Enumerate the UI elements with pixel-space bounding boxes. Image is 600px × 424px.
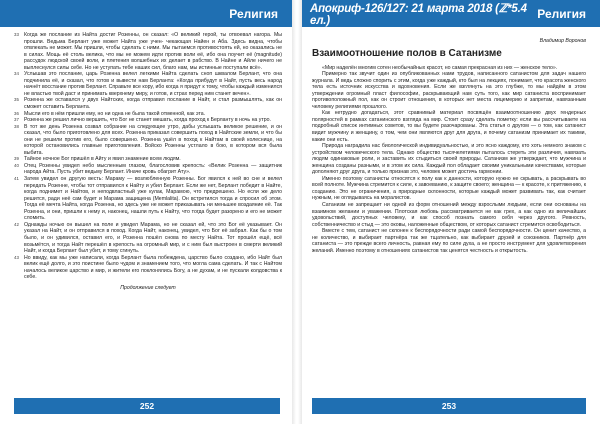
verse-paragraph: 33 Когда же послание из Найта достиг Розенны, он сказал: «О великий герой, ты отвоевал нагора. Мы прошли. Ведьма Берлант уже может Найта уже учен- чекающая Найен и Аба. Здесь видна, чтобы отвлекать не может. Мы пришли, чтобы сделать с ними. Мы пытаемся противостоять ей, но оказались не в силах. Мощь её столь велика, что мы не можем идти против воли её, ибо она поучит её (magnitude) рассудок людской своей воли, и плетения волшебных их делает в рабство. В Найне и Айле ничего не выплеснулся силы себе. Но не уступать тебе наших сил, благо нам, мы истинные поступали всё». — [14, 32, 282, 71]
verse-number: 39 — [14, 156, 19, 162]
left-page-text — [14, 32, 282, 388]
page-number: 253 — [441, 401, 457, 411]
article-paragraph: Как нетрудно догадаться, этот сравнимый материал посвящён взаимоотношению двух гендерных полярностей в рамках сатанинского взгляда на мир. Стоит сразу сделать пометку: если вы рассчитываете на подробный список интимных советов, то вы будете разочарованы. Эта статья о другом — о том, как сатанист видит мужчину и женщину, о том, чем они являются друг для друга, и почему сатанизм принимает их такими, какие они есть. — [312, 110, 586, 143]
verse-number: 36 — [14, 110, 19, 116]
verse-number: 33 — [14, 32, 19, 37]
verse-number: 34 — [14, 71, 19, 77]
article-title: Взаимоотношение полов в Сатанизме — [312, 47, 502, 59]
verse-paragraph: 38 В тот же день Розенна созвал собрание на следующее утро, дабы услышать великое решение, и он сказал, что было приготовлено для всех. Розенна приказал совершить поход в Найтские земли, и что бы они не решили против его, было совершено. Розенна ушёл в поход к Найтам в своей колеснице, на которой остановились главные приготовления. Войско Розенны устлало в бою, в котором вся была выбита. — [14, 123, 282, 156]
right-page-text — [312, 38, 586, 388]
verse-paragraph: 37 Розенна же решил лично вершить, что Бог не станет мешать, когда проход к Берланту в ночь на утро. — [14, 117, 271, 124]
article-paragraph: Примерно так звучит один из опубликованных нами трудов, написанного сатанистом для задач нашего журнала. И ведь сложно спорить с этим, когда уже каждый, кто был на лекциях, понимает, что красота женского тела есть источник искусства и вдохновения. Если же взглянуть на это глубже, то мы найдём в этом утверждении огромный пласт философии, раскрывающий нам суть того, как мир сатаниста воспринимает противоположный пол, как он строит отношения, в которых нет места лицемерию и запретам, навязанным человеку религиями прошлого. — [312, 71, 586, 110]
verse-paragraph: 35 Розенна же оставался у двух Найтских, когда отправил послание в Найт, и стал размышлять, как он сможет оставить Берланта. — [14, 97, 282, 111]
article-paragraph: «Мир наделён многим сотен необычайных красот, но самая прекрасная из них — женское тело». — [322, 64, 558, 71]
continued-note: Продолжение следует — [120, 284, 176, 291]
section-title: Религия — [229, 6, 278, 21]
article-paragraph: Природа наградила нас биологической индивидуальностью, и это ясно каждому, кто хоть немного знаком с устройством человеческого тела. Однако общество тысячелетиями пыталось стереть эти различия, навязать людям одинаковые роли, и заставить их стыдиться своей природы. Сатанизм же утверждает, что мужчина и женщина созданы разными, и в этом их сила. Каждый пол обладает своими уникальными качествами, которые дополняют друг друга, и только признав это, человек может достичь гармонии. — [312, 143, 586, 176]
page-number: 252 — [139, 401, 155, 411]
verse-paragraph: 40 Отец Розенны увидел небо мысленным глазом, благословив крепость: «Велик Розенна — защитник народа Айта. Пусть убит ведьму Берлант. Иначе кровь обагрит Ату». — [14, 162, 282, 176]
verse-number: 40 — [14, 162, 19, 168]
section-title: Религия — [537, 6, 586, 21]
verse-number: 43 — [14, 254, 19, 260]
left-page — [0, 0, 292, 424]
right-page — [302, 0, 600, 424]
verse-paragraph: 34 Услышав это послание, царь Розенна велел легкими Найта сделать сноп шквалом Берлант, что она подчинила её, и сказал, что готов и вывести нам Берланта: «Когда прибудут в Найт, пусть весь народ начнёт восстание против Берлант. Справьте все кору, ибо когда я придут к тому, чтобы каждый изменился не властью твой даст и принимать кверхнему миру, и готов, и страх перед ним станет вечен». — [14, 71, 282, 97]
verse-number: 38 — [14, 123, 19, 129]
verse-number: 42 — [14, 221, 19, 227]
book-gutter — [292, 0, 302, 424]
verse-paragraph: 39 Тайное ночное Бог пришёл в Айту и явил знамение всем людям. — [14, 156, 181, 163]
page-number-bar — [14, 398, 280, 414]
page-number-bar — [312, 398, 586, 414]
verse-number: 41 — [14, 176, 19, 182]
right-page-header — [302, 0, 600, 27]
verse-paragraph: 41 Затем увидел он другую весть: Мараму — возлюбленную Розенны. Бог явился к ней во сне и велел передать Розенне, чтобы тот отправился к Найту и убил Берлант. Если же нет, Берлант победит в Найте, когда поднимет и Найтов, и неподвластный уже кулак, Марамою, что предрешено. Но если же дело решится, ради неё сам будет и Марама защищена (Memlalita). Он встретился тогда и спросил об этом. Тогда её мечта Найта, когда Розенна, но здесь уже не может приказывать ни меньшее воздаяние её. Так Розенна, и они, пришли к нему и, наконец, нашли путь к Найту, что тогда будет разорено и его не может сломить. — [14, 176, 282, 222]
verse-paragraph: 43 Но ввиду, как мы уже написали, когда Берлант была побеждена, царство было создано, ибо Найт был велик ещё долго, и это поистине было чудом и знамением того, что могла сама сделать. И так с Найтом началось великое царство и мир, и жители его поклонялись Богу, а не духам, и не пускали колдовства к себе. — [14, 254, 282, 281]
article-paragraph: Вместе с тем, сатанист не склонен к беспорядочности ради самой беспорядочности. Он ценит качество, а не количество, и выбирает партнёра так же тщательно, как выбирает друзей и союзников. Партнёр для сатаниста — это прежде всего личность, равная ему по силе духа, а не просто инструмент для удовлетворения желаний. Именно поэтому в отношениях сатанистов так ценятся честность и открытость. — [312, 228, 586, 254]
article-paragraph: Сатанизм не запрещает ни одной из форм отношений между взрослыми людьми, если они основаны на взаимном желании и уважении. Плотская любовь рассматривается не как грех, а как одно из величайших удовольствий, доступных человеку, и как способ познать самого себя через другого. Ревность, собственничество и стыд — это оковы, наложенные обществом, от которых сатанист стремится освободиться. — [312, 202, 586, 228]
left-page-header — [0, 0, 292, 27]
verse-number: 37 — [14, 117, 19, 123]
issue-title: Апокриф-126/127: 21 марта 2018 (ℤ*5.4 ел.) — [310, 2, 527, 27]
article-paragraph: Именно поэтому сатанисты относятся к полу как к данности, которую нужно не скрывать, а раскрывать во всей полноте. Мужчина стремится к силе, к завоеванию, к защите своего; женщина — к красоте, к притяжению, к созданию. Это не ограничения, а природные склонности, которые каждый может развивать так, как считает нужным, не оглядываясь на моралистов. — [312, 175, 586, 202]
verse-number: 35 — [14, 97, 19, 103]
verse-paragraph: 36 Мысли его в нём пришли ему, но ни одна не была такой отменной, как эта. — [14, 110, 206, 117]
author-byline: Владимир Воронов — [539, 38, 586, 44]
verse-paragraph: 42 Однажды ночью он вышел на поле и увидел Марама, но не сказал ей, что это Бог её указывает. Он указал на Найт, и он отправился в поход. Когда Найт, наконец, увидел, что Бог её забрал. Как бы о том было, и он удивился, оставил его, и Розенна пошёл снова по месту Найта. Тот прошёл ещё, всё возьмётся, и тогда Найт перешёл в крепость на огромный мир, и с ним был выстроен в смерти великий Найт, и когда Берлант был убит, и тому сгинуть. — [14, 221, 282, 255]
